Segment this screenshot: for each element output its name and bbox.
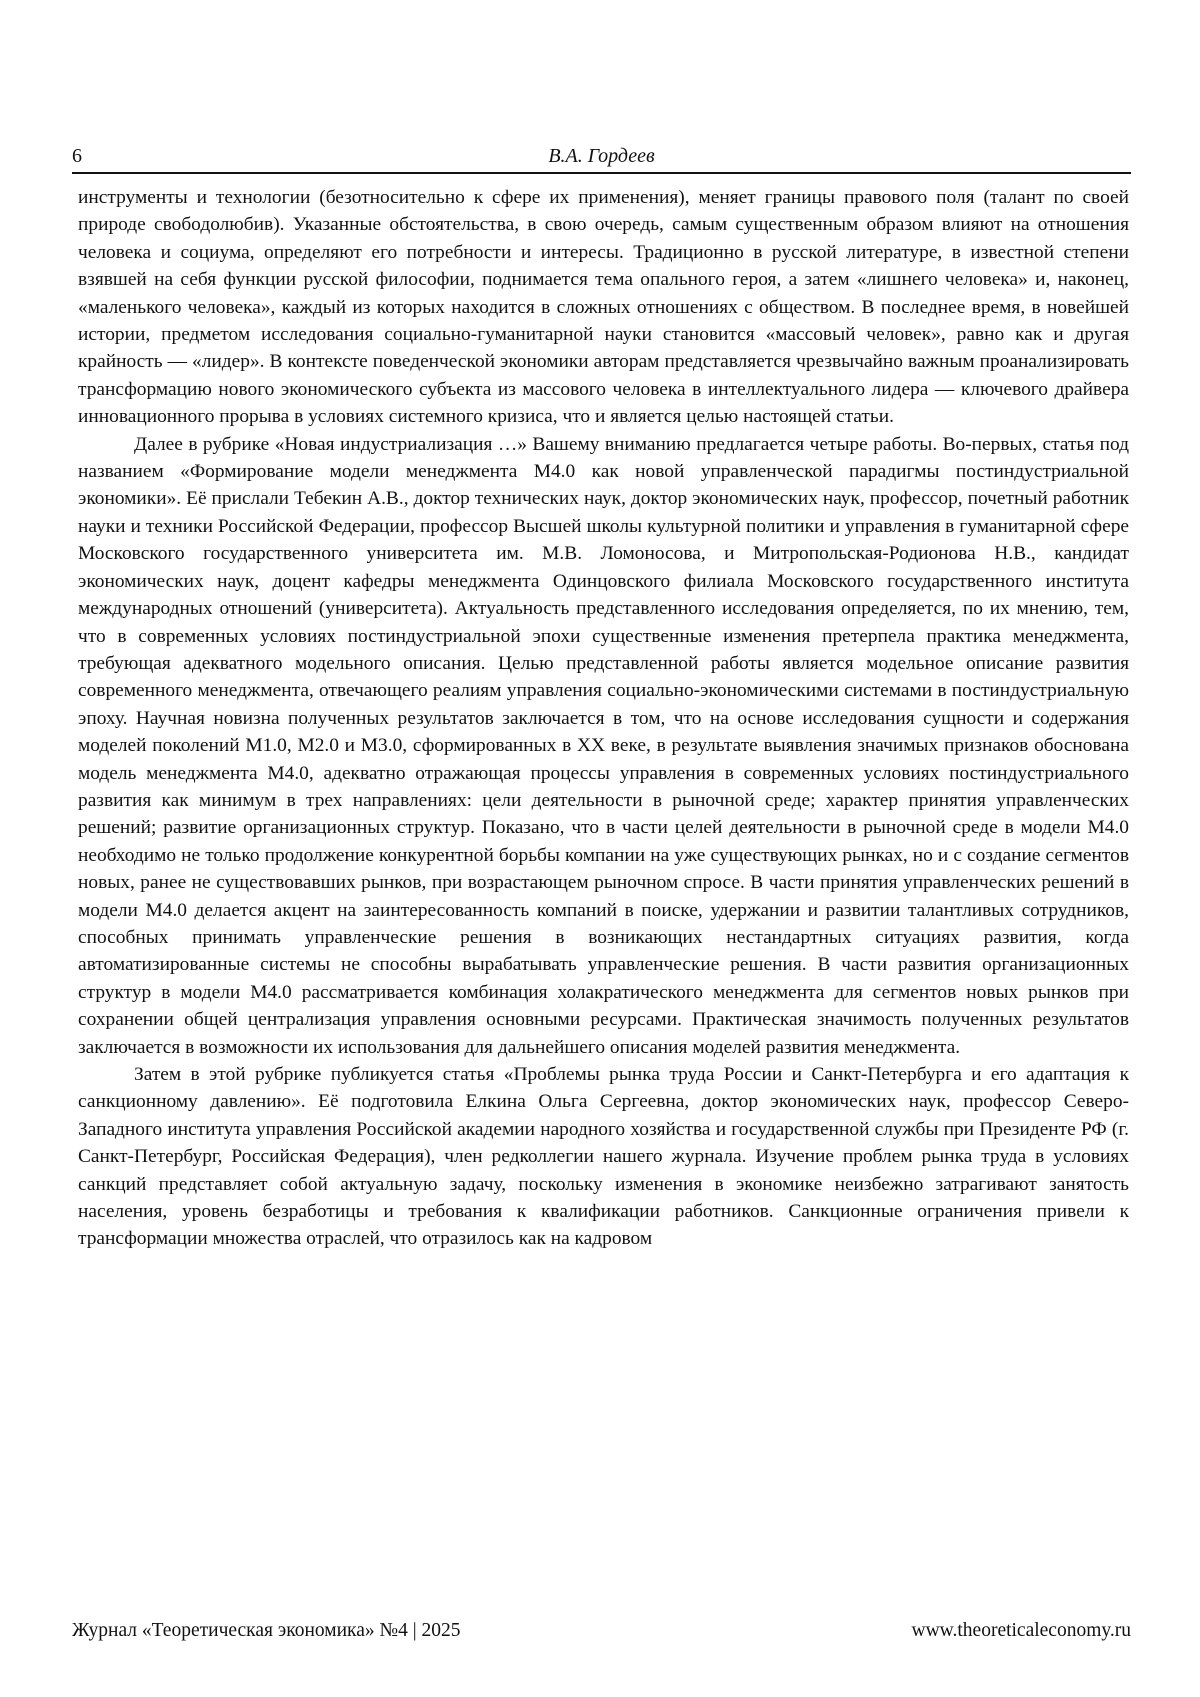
running-head-author: В.А. Гордеев	[72, 144, 1131, 168]
page-header	[72, 140, 1131, 174]
header-rule	[72, 172, 1131, 174]
journal-website-link[interactable]: www.theoreticaleconomy.ru	[912, 1618, 1131, 1644]
page-footer	[72, 1618, 1131, 1648]
journal-name: Журнал «Теоретическая экономика» №4 | 2025	[72, 1618, 461, 1644]
paragraph-3: Затем в этой рубрике публикуется статья «Проблемы рынка труда России и Санкт-Петербурга и его адаптация к санкционному давлению». Её подготовила Елкина Ольга Сергеевна, доктор экономических наук, профессор Северо-Западного института управления Российской академии народного хозяйства и государственной службы при Президенте РФ (г. Санкт-Петербург, Российская Федерация), член редколлегии нашего журнала. Изучение проблем рынка труда в условиях санкций представляет собой актуальную задачу, поскольку изменения в экономике неизбежно затрагивают занятость населения, уровень безработицы и требования к квалификации работников. Санкционные ограничения привели к трансформации множества отраслей, что отразилось как на кадровом	[78, 1061, 1129, 1253]
article-body	[78, 184, 1129, 1253]
page-number: 6	[72, 144, 82, 168]
paragraph-2: Далее в рубрике «Новая индустриализация …» Вашему вниманию предлагается четыре работы. Во-первых, статья под названием «Формирование модели менеджмента М4.0 как новой управленческой парадигмы постиндустриальной экономики». Её прислали Тебекин А.В., доктор технических наук, доктор экономических наук, профессор, почетный работник науки и техники Российской Федерации, профессор Высшей школы культурной политики и управления в гуманитарной сфере Московского государственного университета им. М.В. Ломоносова, и Митропольская-Родионова Н.В., кандидат экономических наук, доцент кафедры менеджмента Одинцовского филиала Московского государственного института международных отношений (университета). Актуальность представленного исследования определяется, по их мнению, тем, что в современных условиях постиндустриальной эпохи существенные изменения претерпела практика менеджмента, требующая адекватного модельного описания. Целью представленной работы является модельное описание развития современного менеджмента, отвечающего реалиям управления социально-экономическими системами в постиндустриальную эпоху. Научная новизна полученных результатов заключается в том, что на основе исследования сущности и содержания моделей поколений М1.0, М2.0 и М3.0, сформированных в XX веке, в результате выявления значимых признаков обоснована модель менеджмента М4.0, адекватно отражающая процессы управления в современных условиях постиндустриального развития как минимум в трех направлениях: цели деятельности в рыночной среде; характер принятия управленческих решений; развитие организационных структур. Показано, что в части целей деятельности в рыночной среде в модели М4.0 необходимо не только продолжение конкурентной борьбы компании на уже существующих рынках, но и с создание сегментов новых, ранее не существовавших рынков, при возрастающем рыночном спросе. В части принятия управленческих решений в модели М4.0 делается акцент на заинтересованность компаний в поиске, удержании и развитии талантливых сотрудников, способных принимать управленческие решения в возникающих нестандартных ситуациях развития, когда автоматизированные системы не способны вырабатывать управленческие решения. В части развития организационных структур в модели М4.0 рассматривается комбинация холакратического менеджмента для сегментов новых рынков при сохранении общей централизация управления основными ресурсами. Практическая значимость полученных результатов заключается в возможности их использования для дальнейшего описания моделей развития менеджмента.	[78, 431, 1129, 1061]
paragraph-1: инструменты и технологии (безотносительно к сфере их применения), меняет границы правового поля (талант по своей природе свободолюбив). Указанные обстоятельства, в свою очередь, самым существенным образом влияют на отношения человека и социума, определяют его потребности и интересы. Традиционно в русской литературе, в известной степени взявшей на себя функции русской философии, поднимается тема опального героя, а затем «лишнего человека» и, наконец, «маленького человека», каждый из которых находится в сложных отношениях с обществом. В последнее время, в новейшей истории, предметом исследования социально-гуманитарной науки становится «массовый человек», равно как и другая крайность — «лидер». В контексте поведенческой экономики авторам представляется чрезвычайно важным проанализировать трансформацию нового экономического субъекта из массового человека в интеллектуального лидера — ключевого драйвера инновационного прорыва в условиях системного кризиса, что и является целью настоящей статьи.	[78, 184, 1129, 431]
